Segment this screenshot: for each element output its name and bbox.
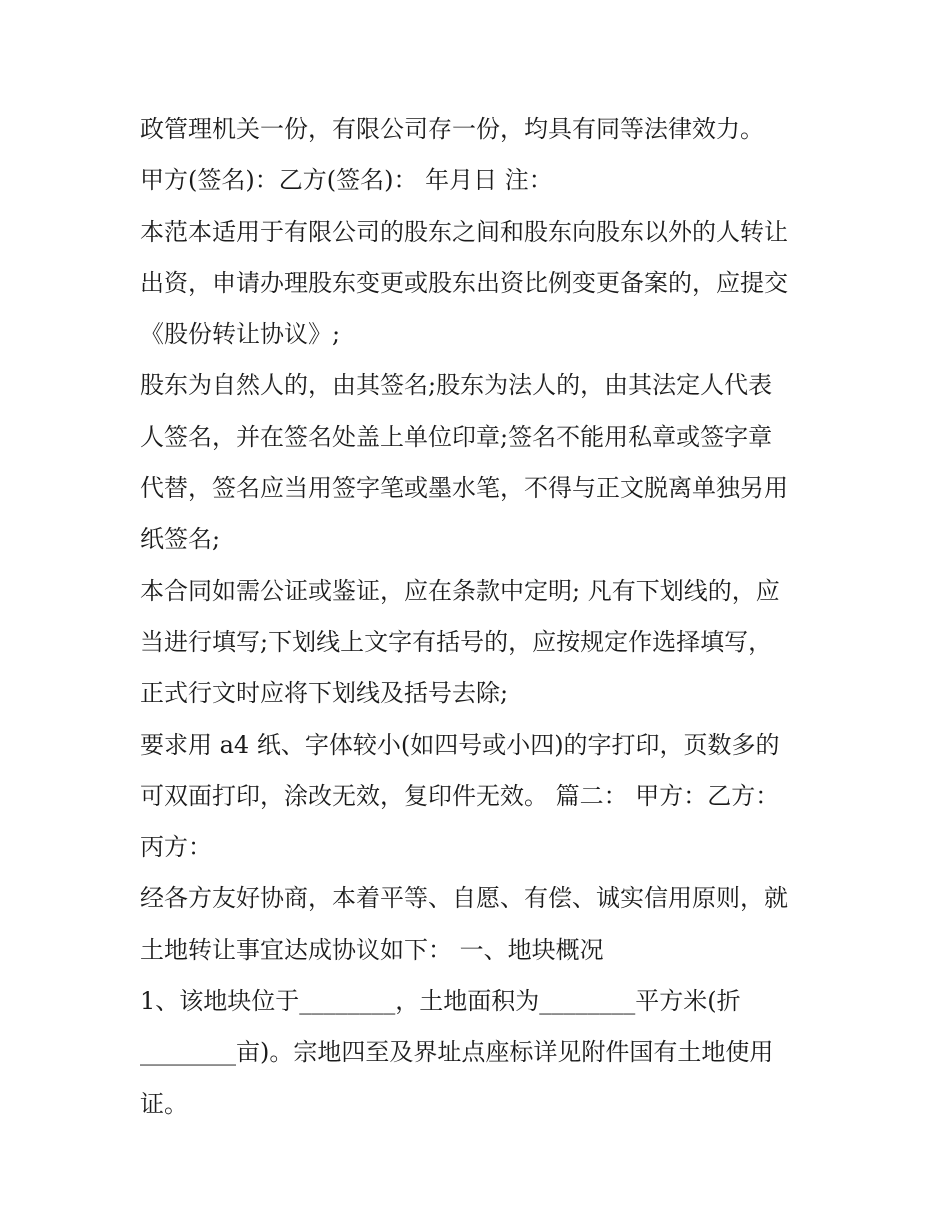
text-line: 要求用 a4 纸、字体较小(如四号或小四)的字打印，页数多的 [140,730,780,759]
text-line: 出资，申请办理股东变更或股东出资比例变更备案的，应提交 [140,268,788,297]
document-body [140,104,830,1130]
text-line: 经各方友好协商，本着平等、自愿、有偿、诚实信用原则，就 [140,884,788,913]
text-line: 丙方： [140,833,212,862]
text-line: 当进行填写;下划线上文字有括号的，应按规定作选择填写， [140,627,773,656]
text-line: 本范本适用于有限公司的股东之间和股东向股东以外的人转让 [140,217,788,246]
text-line: ________亩)。宗地四至及界址点座标详见附件国有土地使用 [140,1038,774,1067]
text-line: 证。 [140,1089,188,1118]
text-line: 正式行文时应将下划线及括号去除; [140,679,509,708]
text-line: 1、该地块位于________，土地面积为________平方米(折 [140,987,741,1016]
text-line: 甲方(签名)：乙方(签名)： 年月日 注： [140,166,553,195]
text-line: 可双面打印，涂改无效，复印件无效。 篇二： 甲方：乙方： [140,781,780,810]
text-line: 纸签名; [140,525,221,554]
text-line: 代替，签名应当用签字笔或墨水笔，不得与正文脱离单独另用 [140,474,788,503]
text-line: 本合同如需公证或鉴证，应在条款中定明; 凡有下划线的，应 [140,576,780,605]
text-line: 人签名，并在签名处盖上单位印章;签名不能用私章或签字章 [140,422,773,451]
text-line: 《股份转让协议》; [140,320,341,349]
text-line: 政管理机关一份，有限公司存一份，均具有同等法律效力。 [140,115,764,143]
text-line: 股东为自然人的，由其签名;股东为法人的，由其法定人代表 [140,371,773,400]
text-line: 土地转让事宜达成协议如下： 一、地块概况 [140,935,604,964]
